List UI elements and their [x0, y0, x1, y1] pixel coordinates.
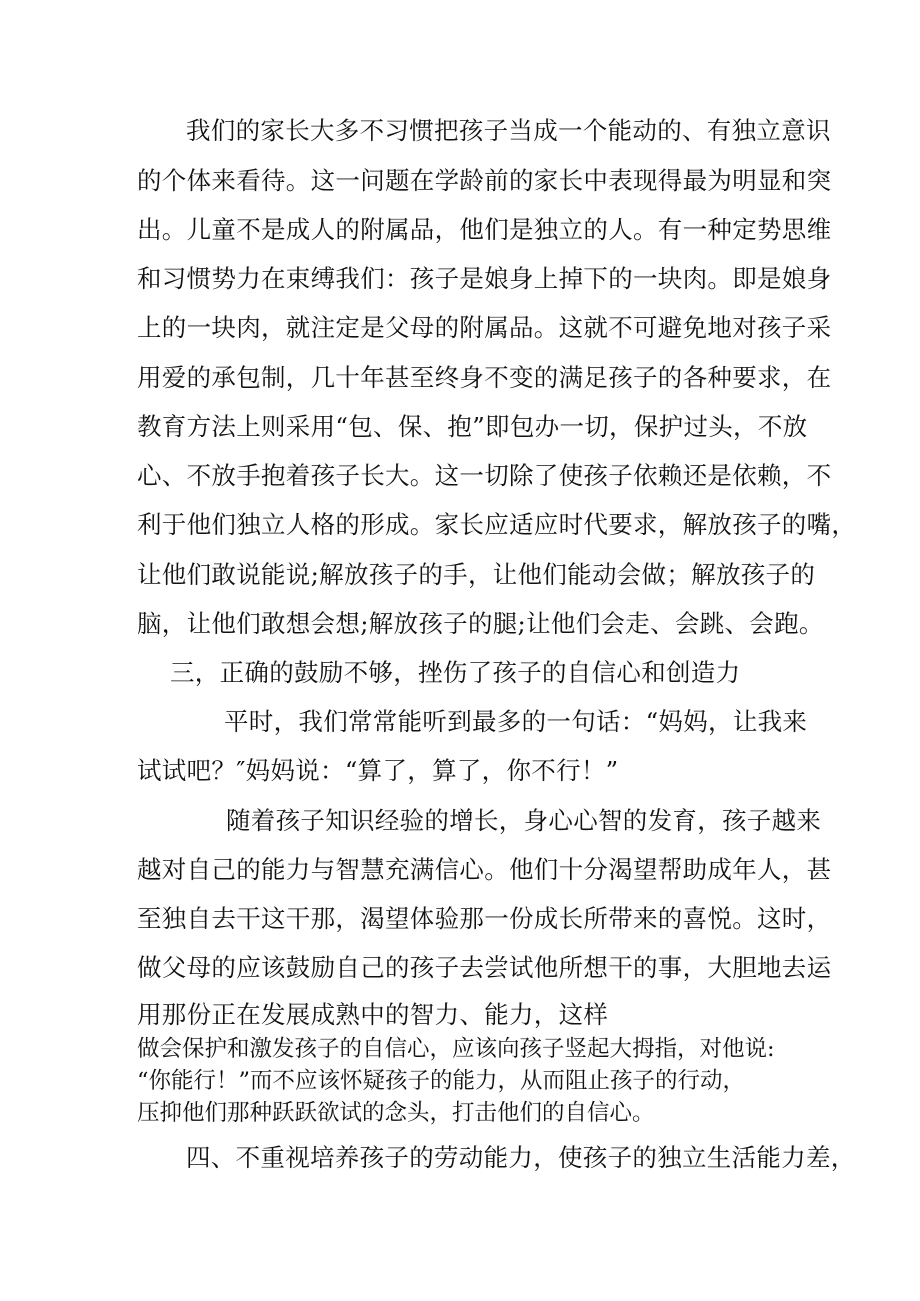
- paragraph-1-line-2: 的个体来看待。这一问题在学龄前的家长中表现得最为明显和突: [137, 166, 832, 195]
- paragraph-2-line-2: 试试吧？″妈妈说：“算了，算了，你不行！”: [137, 756, 619, 785]
- section-heading-4: 四、不重视培养孩子的劳动能力，使孩子的独立生活能力差，: [186, 1143, 856, 1172]
- section-heading-3: 三，正确的鼓励不够，挫伤了孩子的自信心和创造力: [170, 658, 741, 687]
- paragraph-3-line-6: 做会保护和激发孩子的自信心，应该向孩子竖起大拇指，对他说:: [137, 1036, 775, 1062]
- paragraph-3-line-1: 随着孩子知识经验的增长，身心心智的发育，孩子越来: [226, 806, 822, 835]
- paragraph-1-line-7: 教育方法上则采用“包、保、抱”即包办一切，保护过头，不放: [137, 412, 808, 441]
- paragraph-2-line-1: 平时，我们常常能听到最多的一句话：“妈妈，让我来: [224, 707, 808, 736]
- paragraph-1-line-8: 心、不放手抱着孩子长大。这一切除了使孩子依赖还是依赖，不: [137, 461, 832, 490]
- paragraph-1-line-11: 脑，让他们敢想会想;解放孩子的腿;让他们会走、会跳、会跑。: [137, 609, 824, 638]
- paragraph-3-line-7: “你能行！”而不应该怀疑孩子的能力，从而阻止孩子的行动，: [137, 1068, 746, 1094]
- paragraph-3-line-2: 越对自己的能力与智慧充满信心。他们十分渴望帮助成年人，甚: [137, 855, 832, 884]
- paragraph-3-line-8: 压抑他们那种跃跃欲试的念头，打击他们的自信心。: [137, 1100, 655, 1126]
- paragraph-3-line-5: 用那份正在发展成熟中的智力、能力，这样: [137, 1000, 609, 1029]
- paragraph-3-line-4: 做父母的应该鼓励自己的孩子去尝试他所想干的事，大胆地去运: [137, 953, 832, 982]
- paragraph-3-line-3: 至独自去干这干那，渴望体验那一份成长所带来的喜悦。这时，: [137, 904, 832, 933]
- paragraph-1-line-5: 上的一块肉，就注定是父母的附属品。这就不可避免地对孩子采: [137, 313, 832, 342]
- paragraph-1-line-6: 用爱的承包制，几十年甚至终身不变的满足孩子的各种要求，在: [137, 363, 832, 392]
- paragraph-1-line-10: 让他们敢说能说;解放孩子的手，让他们能动会做；解放孩子的: [137, 560, 816, 589]
- paragraph-1-line-1: 我们的家长大多不习惯把孩子当成一个能动的、有独立意识: [186, 116, 831, 145]
- paragraph-1-line-4: 和习惯势力在束缚我们：孩子是娘身上掉下的一块肉。即是娘身: [137, 264, 832, 293]
- paragraph-1-line-9: 利于他们独立人格的形成。家长应适应时代要求，解放孩子的嘴，: [137, 510, 857, 539]
- paragraph-1-line-3: 出。儿童不是成人的附属品，他们是独立的人。有一种定势思维: [137, 215, 832, 244]
